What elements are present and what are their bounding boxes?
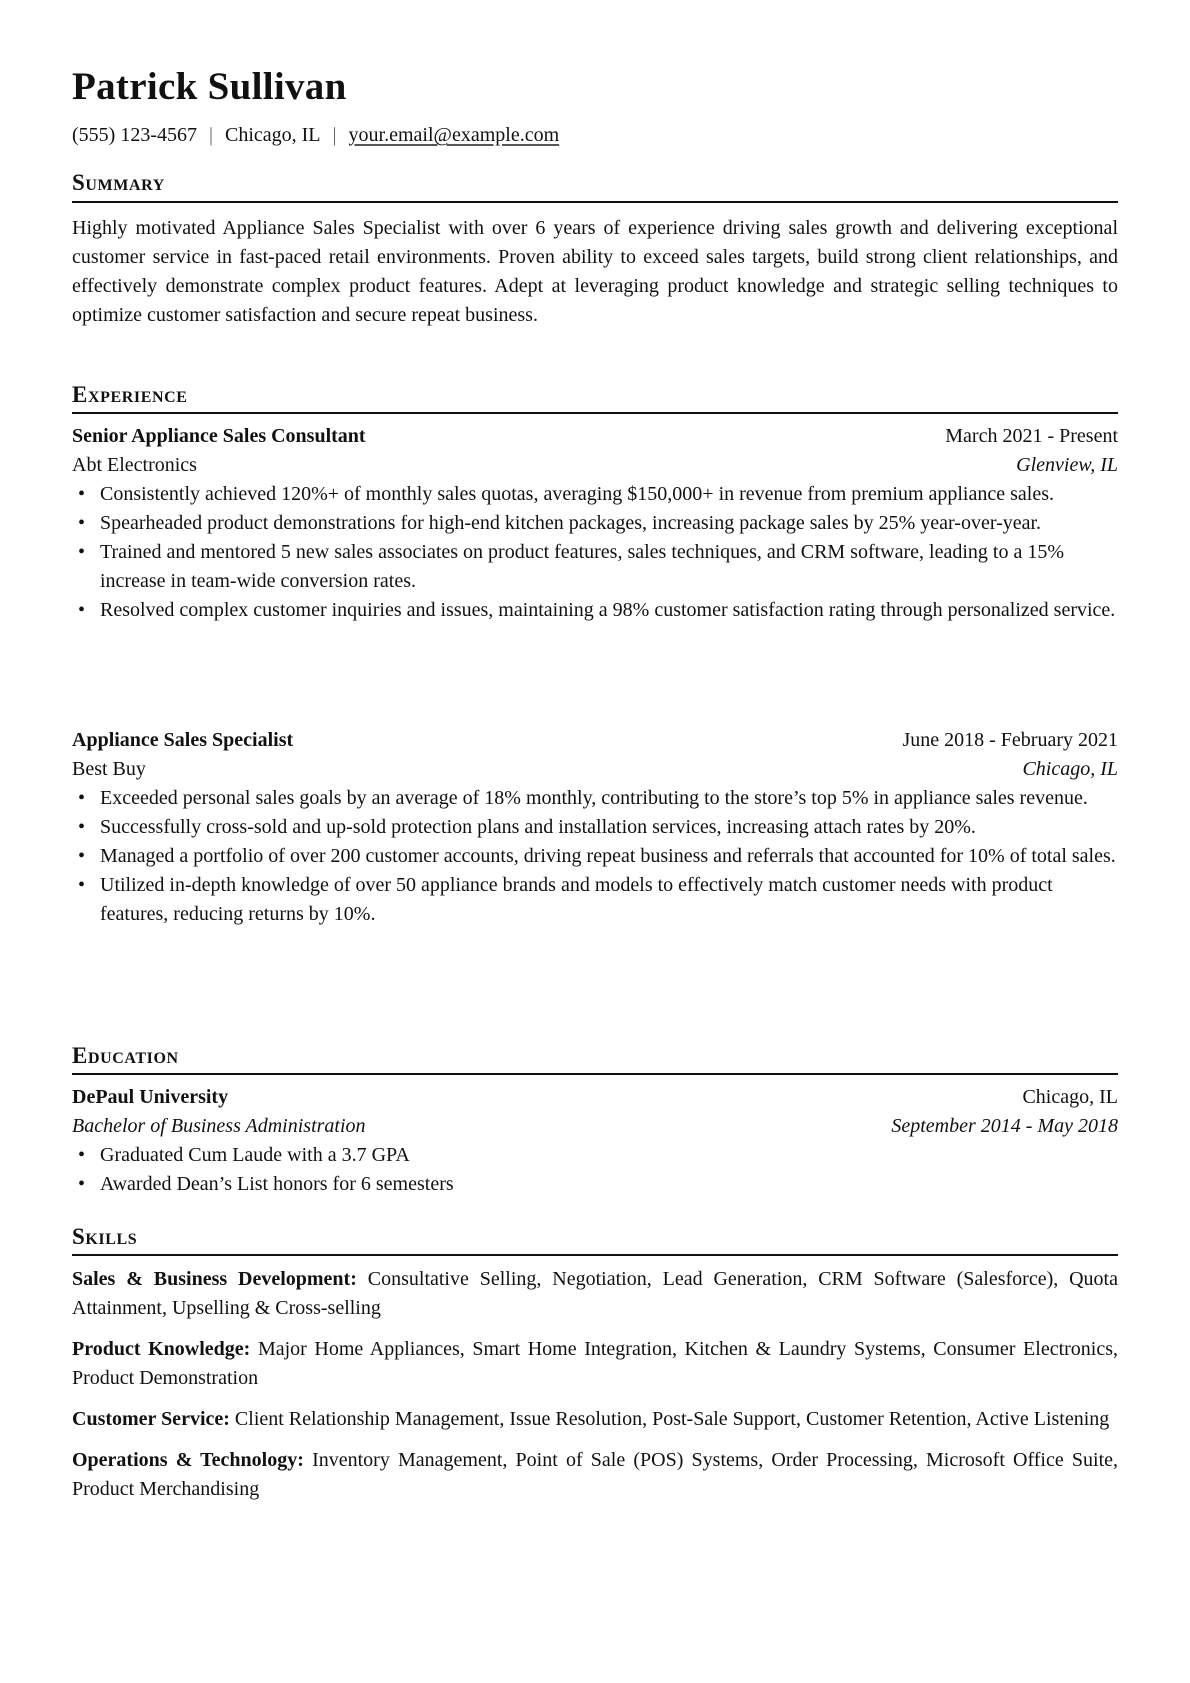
section-heading-summary: Summary — [72, 170, 165, 195]
list-item: • Successfully cross-sold and up-sold protection plans and installation services, increasing attach rates by 20%. — [72, 813, 1118, 842]
skill-label: Product Knowledge: — [72, 1338, 251, 1360]
job-entry — [72, 422, 1118, 625]
contact-line — [72, 125, 1118, 145]
school-name: DePaul University — [72, 1086, 229, 1108]
section-heading-education: Education — [72, 1043, 179, 1068]
skill-group — [72, 1335, 1118, 1393]
job-location: Glenview, IL — [1016, 454, 1118, 476]
skill-value: Inventory Management, Point of Sale (POS) Systems, Order Processing, Microsoft Office Suite, Product Merchandising — [72, 1449, 1119, 1500]
list-item: • Awarded Dean’s List honors for 6 semesters — [72, 1170, 1118, 1199]
summary-text: Highly motivated Appliance Sales Specialist with over 6 years of experience driving sales growth and delivering exceptional customer service in fast-paced retail environments. Proven ability to exceed sales targets, build strong client relationships, and effectively demonstrate complex product features. Adept at leveraging product knowledge and strategic selling techniques to optimize customer satisfaction and secure repeat business. — [72, 217, 1118, 326]
job-dates: June 2018 - February 2021 — [902, 729, 1118, 751]
job-bullets — [72, 784, 1118, 929]
job-bullets — [72, 480, 1118, 625]
separator: | — [332, 124, 337, 146]
list-item: • Resolved complex customer inquiries and issues, maintaining a 98% customer satisfaction rating through personalized service. — [72, 596, 1118, 625]
skill-value: Client Relationship Management, Issue Resolution, Post-Sale Support, Customer Retention, Active Listening — [234, 1408, 1110, 1430]
job-dates: March 2021 - Present — [945, 425, 1118, 447]
education-entry — [72, 1083, 1118, 1199]
section-divider — [72, 1254, 1118, 1256]
skill-label: Operations & Technology: — [72, 1449, 304, 1471]
list-item: • Managed a portfolio of over 200 customer accounts, driving repeat business and referrals that accounted for 10% of total sales. — [72, 842, 1118, 871]
job-title: Senior Appliance Sales Consultant — [72, 425, 366, 447]
company-name: Abt Electronics — [72, 454, 197, 476]
email-link[interactable]: your.email@example.com — [348, 124, 560, 146]
degree: Bachelor of Business Administration — [72, 1115, 366, 1137]
skill-label: Sales & Business Development: — [72, 1268, 357, 1290]
skill-value: Major Home Appliances, Smart Home Integration, Kitchen & Laundry Systems, Consumer Electronics, Product Demonstration — [72, 1338, 1119, 1389]
skill-value: Consultative Selling, Negotiation, Lead Generation, CRM Software (Salesforce), Quota Attainment, Upselling & Cross-selling — [72, 1268, 1118, 1319]
section-divider — [72, 412, 1118, 414]
education-dates: September 2014 - May 2018 — [891, 1115, 1118, 1137]
skill-label: Customer Service: — [72, 1408, 230, 1430]
company-name: Best Buy — [72, 758, 146, 780]
job-location: Chicago, IL — [1022, 758, 1118, 780]
list-item: • Graduated Cum Laude with a 3.7 GPA — [72, 1141, 1118, 1170]
skill-group — [72, 1265, 1118, 1323]
list-item: • Consistently achieved 120%+ of monthly sales quotas, averaging $150,000+ in revenue from premium appliance sales. — [72, 480, 1118, 509]
list-item: • Utilized in-depth knowledge of over 50 appliance brands and models to effectively match customer needs with product features, reducing returns by 10%. — [72, 871, 1118, 929]
job-title: Appliance Sales Specialist — [72, 729, 294, 751]
job-entry — [72, 726, 1118, 929]
section-divider — [72, 201, 1118, 203]
section-divider — [72, 1073, 1118, 1075]
list-item: • Trained and mentored 5 new sales associates on product features, sales techniques, and CRM software, leading to a 15% increase in team-wide conversion rates. — [72, 538, 1118, 596]
section-heading-experience: Experience — [72, 382, 188, 407]
section-heading-skills: Skills — [72, 1224, 138, 1249]
skill-group — [72, 1446, 1118, 1504]
separator: | — [208, 124, 213, 146]
candidate-name: Patrick Sullivan — [72, 65, 347, 108]
skill-group — [72, 1405, 1118, 1434]
education-bullets — [72, 1141, 1118, 1199]
phone: (555) 123-4567 — [72, 124, 197, 146]
school-location: Chicago, IL — [1022, 1086, 1118, 1108]
location: Chicago, IL — [225, 124, 321, 146]
list-item: • Exceeded personal sales goals by an average of 18% monthly, contributing to the store’s top 5% in appliance sales revenue. — [72, 784, 1118, 813]
skills-list — [72, 1265, 1118, 1516]
list-item: • Spearheaded product demonstrations for high-end kitchen packages, increasing package sales by 25% year-over-year. — [72, 509, 1118, 538]
